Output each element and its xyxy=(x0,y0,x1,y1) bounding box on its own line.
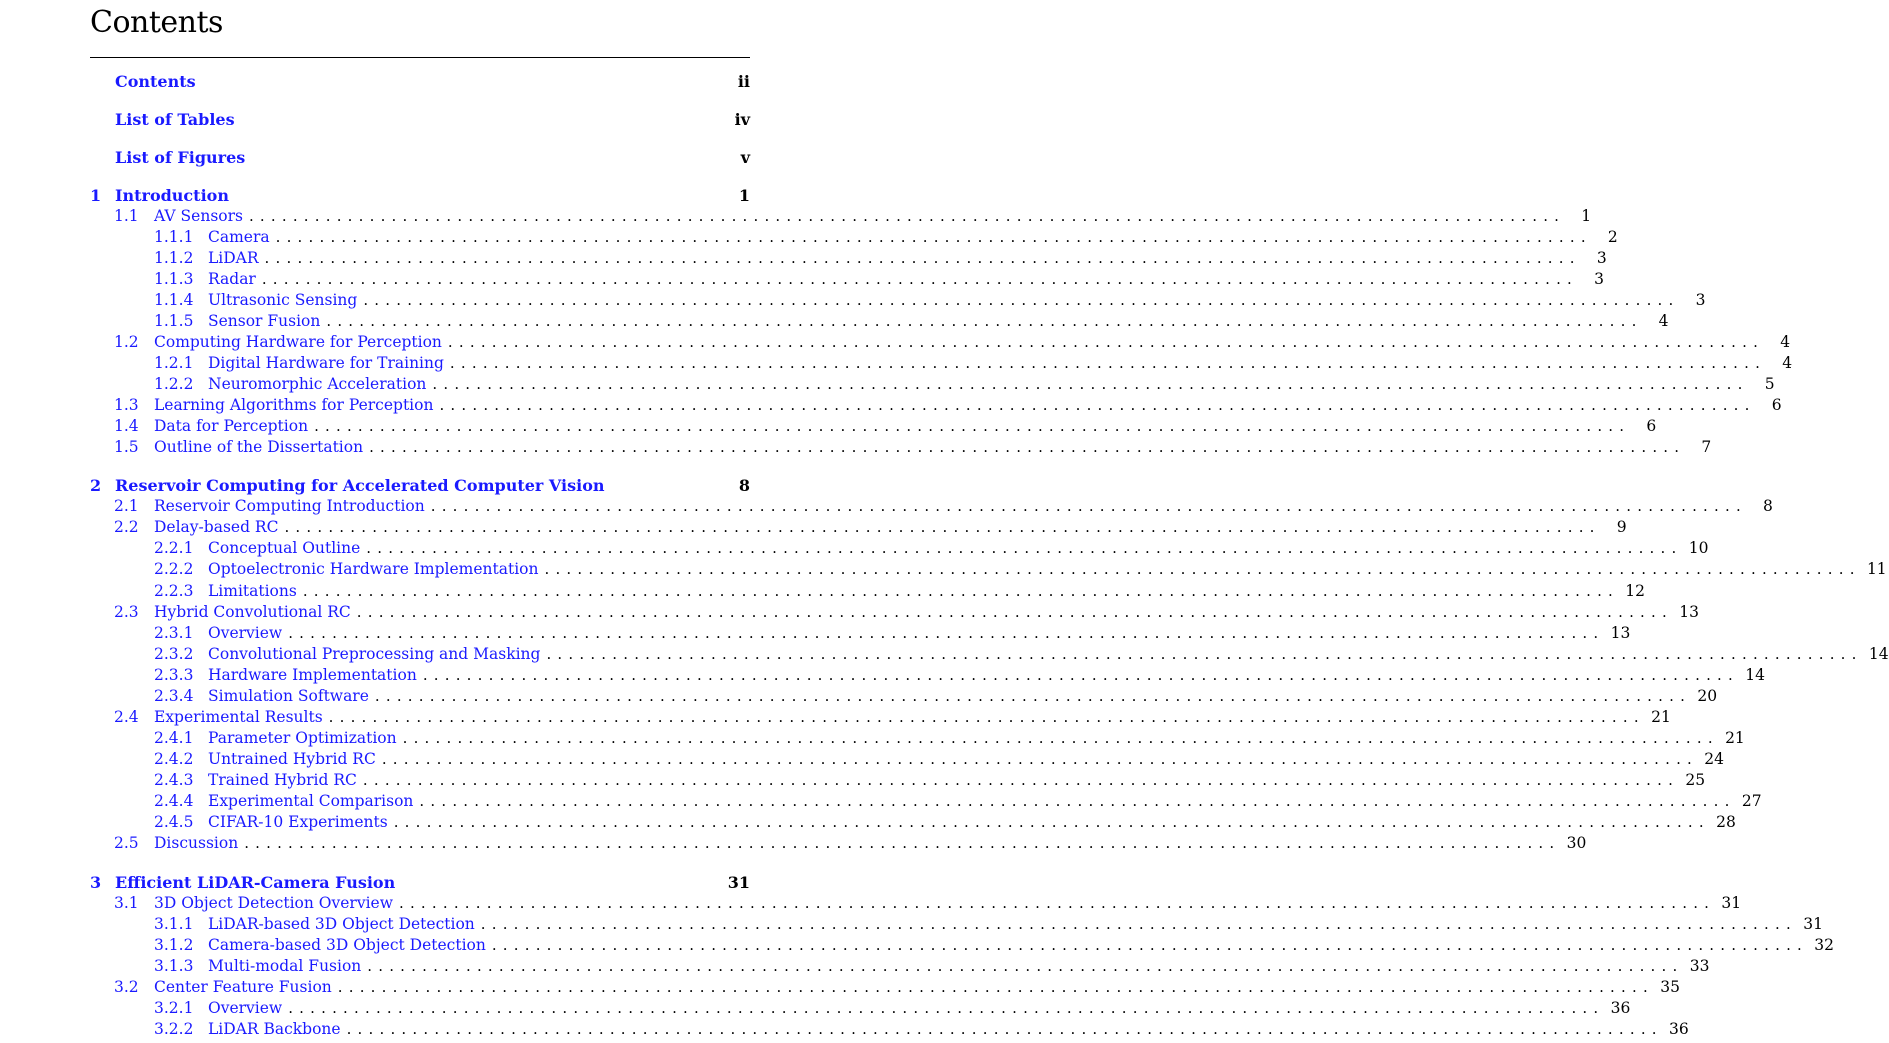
toc-entry-page: 36 xyxy=(1669,1020,1689,1038)
toc-entry-link[interactable]: Learning Algorithms for Perception xyxy=(154,396,434,414)
toc-entry[interactable] xyxy=(90,581,1646,602)
toc-entry[interactable] xyxy=(90,872,750,893)
toc-entry[interactable] xyxy=(90,791,1762,812)
toc-entry-number: 1.1.1 xyxy=(154,228,194,246)
toc-entry-page: 4 xyxy=(1780,333,1791,351)
toc-entry-page: 21 xyxy=(1651,708,1671,726)
toc-entry-page: 11 xyxy=(1866,560,1887,578)
toc-entry[interactable] xyxy=(90,602,1699,623)
toc-leader-dots: ........................................................................................................................ xyxy=(275,228,1592,246)
toc-entry-page: 21 xyxy=(1725,729,1745,747)
toc-entry-link[interactable]: Overview xyxy=(208,999,283,1017)
toc-entry-page: 4 xyxy=(1782,354,1793,372)
toc-entry-link[interactable]: Trained Hybrid RC xyxy=(208,771,357,789)
toc-entry-link[interactable]: Hybrid Convolutional RC xyxy=(154,603,351,621)
title-rule xyxy=(90,57,750,58)
toc-leader-dots: ........................................................................................................................ xyxy=(480,915,1797,933)
toc-entry[interactable] xyxy=(90,269,1605,290)
toc-entry-number: 1.1.4 xyxy=(154,291,194,309)
toc-entry-link[interactable]: LiDAR xyxy=(208,249,259,267)
toc-entry-page: 3 xyxy=(1596,249,1607,267)
toc-entry-page: 36 xyxy=(1610,999,1631,1017)
toc-entry-number: 2.4.1 xyxy=(154,729,194,747)
toc-entry[interactable] xyxy=(90,644,1889,665)
toc-leader-dots: ........................................................................................................................ xyxy=(288,624,1605,642)
toc-entry-link[interactable]: Optoelectronic Hardware Implementation xyxy=(208,560,539,578)
toc-entry[interactable] xyxy=(90,749,1725,770)
toc-leader-dots: ........................................................................................................................ xyxy=(546,645,1863,663)
toc-entry-link[interactable]: Outline of the Dissertation xyxy=(154,438,364,456)
toc-leader-dots: ........................................................................................................................ xyxy=(447,333,1765,351)
toc-leader-dots: ........................................................................................................................ xyxy=(432,375,1749,393)
toc-entry-number: 2.4.5 xyxy=(154,813,194,831)
toc-entry[interactable] xyxy=(90,185,750,206)
toc-entry[interactable] xyxy=(90,665,1765,686)
toc-entry-link[interactable]: LiDAR Backbone xyxy=(208,1020,341,1038)
toc-leader-dots: ........................................................................................................................ xyxy=(369,438,1686,456)
toc-entry[interactable] xyxy=(90,559,1887,580)
toc-entry-number: 2.4.2 xyxy=(154,750,194,768)
toc-entry-link[interactable]: Conceptual Outline xyxy=(208,539,361,557)
toc-entry-page: v xyxy=(740,148,750,167)
toc-leader-dots: ........................................................................................................................ xyxy=(430,497,1747,515)
toc-entry-page: 9 xyxy=(1616,518,1627,536)
toc-entry-link[interactable]: Sensor Fusion xyxy=(208,312,321,330)
toc-entry-link[interactable]: Reservoir Computing Introduction xyxy=(154,497,425,515)
toc-leader-dots: ........................................................................................................................ xyxy=(328,708,1645,726)
toc-entry[interactable] xyxy=(90,311,1669,332)
toc-entry-number: 2.2.3 xyxy=(154,582,194,600)
toc-entry-link[interactable]: Hardware Implementation xyxy=(208,666,417,684)
toc-entry-link[interactable]: Limitations xyxy=(208,582,297,600)
toc-entry-page: 28 xyxy=(1716,813,1736,831)
toc-entry-number: 2.4.4 xyxy=(154,792,194,810)
toc-entry-link[interactable]: Untrained Hybrid RC xyxy=(208,750,376,768)
toc-entry[interactable] xyxy=(90,833,1587,854)
toc-entry-page: 3 xyxy=(1695,291,1706,309)
toc-entry-page: 8 xyxy=(738,476,750,495)
toc-entry-link[interactable]: Efficient LiDAR-Camera Fusion xyxy=(115,873,396,892)
toc-entry-link[interactable]: Center Feature Fusion xyxy=(154,978,332,996)
toc-leader-dots: ........................................................................................................................ xyxy=(491,936,1809,954)
toc-entry-link[interactable]: Computing Hardware for Perception xyxy=(154,333,442,351)
toc-entry-number: 2.3.4 xyxy=(154,687,194,705)
toc-entry-page: 8 xyxy=(1763,497,1773,515)
toc-entry-number: 2.1 xyxy=(114,497,139,515)
toc-entry-link[interactable]: Neuromorphic Acceleration xyxy=(208,375,427,393)
toc-entry-number: 1.2 xyxy=(114,333,139,351)
toc-leader-dots: ........................................................................................................................ xyxy=(449,354,1767,372)
toc-entry-link[interactable]: Introduction xyxy=(115,186,229,205)
toc-entry[interactable] xyxy=(90,812,1736,833)
toc-entry-number: 1.4 xyxy=(114,417,139,435)
toc-entry-page: 33 xyxy=(1689,957,1710,975)
toc-entry-number: 1.3 xyxy=(114,396,139,414)
toc-entry-page: 13 xyxy=(1679,603,1699,621)
toc-entry-link[interactable]: Reservoir Computing for Accelerated Computer Vision xyxy=(115,476,605,495)
toc-leader-dots: ........................................................................................................................ xyxy=(284,518,1601,536)
toc-entry-number: 2.3.1 xyxy=(154,624,194,642)
toc-entry-link[interactable]: Multi-modal Fusion xyxy=(208,957,362,975)
toc-leader-dots: ........................................................................................................................ xyxy=(244,834,1561,852)
toc-entry-number: 3.1 xyxy=(114,894,139,912)
toc-entry-number: 1.1.3 xyxy=(154,270,194,288)
toc-entry[interactable] xyxy=(90,374,1775,395)
toc-entry-link[interactable]: Camera-based 3D Object Detection xyxy=(208,936,486,954)
toc-entry-page: 27 xyxy=(1741,792,1762,810)
toc-entry-link[interactable]: List of Figures xyxy=(115,148,246,167)
toc-entry[interactable] xyxy=(90,686,1718,707)
toc-entry-link[interactable]: Convolutional Preprocessing and Masking xyxy=(208,645,541,663)
toc-entry-link[interactable]: Simulation Software xyxy=(208,687,369,705)
toc-entry-number: 1.1.2 xyxy=(154,249,194,267)
toc-entry[interactable] xyxy=(90,770,1706,791)
toc-entry[interactable] xyxy=(90,206,1592,227)
toc-entry-number: 2.5 xyxy=(114,834,139,852)
toc-entry-page: 6 xyxy=(1646,417,1657,435)
toc-entry-page: 1 xyxy=(1581,207,1592,225)
toc-entry-link[interactable]: CIFAR-10 Experiments xyxy=(208,813,388,831)
toc-entry-link[interactable]: AV Sensors xyxy=(154,207,243,225)
toc-leader-dots: ........................................................................................................................ xyxy=(356,603,1673,621)
toc-leader-dots: ........................................................................................................................ xyxy=(366,539,1683,557)
toc-leader-dots: ........................................................................................................................ xyxy=(326,312,1643,330)
toc-entry-number: 3.2.1 xyxy=(154,999,194,1017)
toc-entry-number: 2.3.3 xyxy=(154,666,194,684)
toc-leader-dots: ........................................................................................................................ xyxy=(402,729,1719,747)
toc-entry-number: 2.2.2 xyxy=(154,560,194,578)
toc-entry-number: 1.1.5 xyxy=(154,312,194,330)
toc-entry-number: 1.2.1 xyxy=(154,354,194,372)
toc-entry[interactable] xyxy=(90,707,1671,728)
toc-entry[interactable] xyxy=(90,475,750,496)
toc-entry[interactable] xyxy=(90,71,750,92)
toc-leader-dots: ........................................................................................................................ xyxy=(367,957,1684,975)
toc-leader-dots: ........................................................................................................................ xyxy=(261,270,1579,288)
toc-entry-link[interactable]: Digital Hardware for Training xyxy=(208,354,444,372)
toc-entry-page: 30 xyxy=(1566,834,1587,852)
toc-entry[interactable] xyxy=(90,248,1607,269)
toc-entry-page: 2 xyxy=(1607,228,1618,246)
toc-entry-link[interactable]: Radar xyxy=(208,270,256,288)
toc-entry-link[interactable]: Parameter Optimization xyxy=(208,729,397,747)
toc-entry[interactable] xyxy=(90,353,1793,374)
toc-entry-page: 14 xyxy=(1745,666,1765,684)
toc-entry-page: 31 xyxy=(1803,915,1823,933)
toc-entry-page: 32 xyxy=(1814,936,1835,954)
toc-entry[interactable] xyxy=(90,935,1835,956)
toc-leader-dots: ........................................................................................................................ xyxy=(264,249,1581,267)
toc-leader-dots: ........................................................................................................................ xyxy=(337,978,1654,996)
toc-entry-number: 2.2 xyxy=(114,518,139,536)
toc-entry-link[interactable]: Data for Perception xyxy=(154,417,309,435)
toc-entry[interactable] xyxy=(90,914,1823,935)
toc-entry-link[interactable]: 3D Object Detection Overview xyxy=(154,894,393,912)
toc-entry[interactable] xyxy=(90,1019,1689,1040)
toc-entry-number: 3.2 xyxy=(114,978,139,996)
toc-entry-page: 13 xyxy=(1610,624,1631,642)
toc-leader-dots: ........................................................................................................................ xyxy=(362,771,1680,789)
toc-leader-dots: ........................................................................................................................ xyxy=(544,560,1861,578)
toc-leader-dots: ........................................................................................................................ xyxy=(288,999,1605,1017)
toc-leader-dots: ........................................................................................................................ xyxy=(248,207,1566,225)
toc-entry[interactable] xyxy=(90,227,1618,248)
toc-entry-number: 1.2.2 xyxy=(154,375,194,393)
toc-entry-link[interactable]: Camera xyxy=(208,228,270,246)
toc-leader-dots: ........................................................................................................................ xyxy=(374,687,1692,705)
toc-entry-page: 31 xyxy=(1721,894,1742,912)
toc-entry-number: 3.1.1 xyxy=(154,915,194,933)
toc-entry[interactable] xyxy=(90,956,1710,977)
toc-entry-page: 31 xyxy=(727,873,750,892)
toc-entry-link[interactable]: Ultrasonic Sensing xyxy=(208,291,358,309)
toc-entry-page: ii xyxy=(737,72,750,91)
toc-entry-number: 3 xyxy=(90,873,102,892)
toc-entry-number: 2.4.3 xyxy=(154,771,194,789)
toc-entry-link[interactable]: LiDAR-based 3D Object Detection xyxy=(208,915,475,933)
toc-entry-number: 3.1.2 xyxy=(154,936,194,954)
toc-entry-link[interactable]: Experimental Results xyxy=(154,708,323,726)
toc-leader-dots: ........................................................................................................................ xyxy=(314,417,1631,435)
toc-entry[interactable] xyxy=(90,977,1680,998)
toc-entry-number: 2.4 xyxy=(114,708,139,726)
toc-entry-page: 12 xyxy=(1625,582,1646,600)
toc-entry[interactable] xyxy=(90,623,1631,644)
toc-entry[interactable] xyxy=(90,416,1657,437)
toc-leader-dots: ........................................................................................................................ xyxy=(302,582,1620,600)
toc-entry-page: 35 xyxy=(1660,978,1680,996)
toc-entry-number: 1 xyxy=(90,186,102,205)
toc-entry-link[interactable]: Delay-based RC xyxy=(154,518,279,536)
toc-entry-link[interactable]: Discussion xyxy=(154,834,239,852)
toc-entry-page: 7 xyxy=(1701,438,1712,456)
toc-entry-page: 6 xyxy=(1771,396,1782,414)
toc-entry-number: 2 xyxy=(90,476,102,495)
toc-entry-page: 1 xyxy=(738,186,750,205)
toc-leader-dots: ........................................................................................................................ xyxy=(346,1020,1663,1038)
toc-leader-dots: ........................................................................................................................ xyxy=(381,750,1699,768)
toc-entry-page: 4 xyxy=(1658,312,1669,330)
toc-leader-dots: ........................................................................................................................ xyxy=(363,291,1680,309)
toc-leader-dots: ........................................................................................................................ xyxy=(422,666,1739,684)
toc-leader-dots: ........................................................................................................................ xyxy=(398,894,1716,912)
toc-entry-link[interactable]: List of Tables xyxy=(115,110,235,129)
toc-entry-page: 25 xyxy=(1685,771,1706,789)
toc-entry-page: 14 xyxy=(1868,645,1889,663)
toc-entry-link[interactable]: Experimental Comparison xyxy=(208,792,414,810)
toc-entry[interactable] xyxy=(90,437,1712,458)
toc-entry-page: 24 xyxy=(1704,750,1725,768)
toc-entry[interactable] xyxy=(90,538,1709,559)
toc-entry[interactable] xyxy=(90,332,1791,353)
toc-entry[interactable] xyxy=(90,109,750,130)
toc-entry-number: 2.3.2 xyxy=(154,645,194,663)
toc-entry[interactable] xyxy=(90,147,750,168)
toc-leader-dots: ........................................................................................................................ xyxy=(439,396,1756,414)
toc-entry-number: 1.1 xyxy=(114,207,139,225)
toc-entry[interactable] xyxy=(90,290,1706,311)
toc-entry-page: 5 xyxy=(1764,375,1775,393)
toc-leader-dots: ........................................................................................................................ xyxy=(393,813,1710,831)
toc-entry-link[interactable]: Contents xyxy=(115,72,196,91)
toc-entry-number: 3.2.2 xyxy=(154,1020,194,1038)
toc-entry[interactable] xyxy=(90,728,1745,749)
toc-entry-number: 2.2.1 xyxy=(154,539,194,557)
toc-leader-dots: ........................................................................................................................ xyxy=(419,792,1736,810)
toc-entry-page: 20 xyxy=(1697,687,1718,705)
toc-entry[interactable] xyxy=(90,395,1782,416)
toc-entry-link[interactable]: Overview xyxy=(208,624,283,642)
page-title: Contents xyxy=(90,5,223,40)
toc-entry-number: 2.3 xyxy=(114,603,139,621)
toc-entry[interactable] xyxy=(90,517,1627,538)
toc-entry-page: 10 xyxy=(1688,539,1709,557)
toc-entry-page: iv xyxy=(734,110,750,129)
toc-entry[interactable] xyxy=(90,998,1631,1019)
toc-entry-page: 3 xyxy=(1594,270,1605,288)
toc-entry-number: 1.5 xyxy=(114,438,139,456)
toc-entry-number: 3.1.3 xyxy=(154,957,194,975)
toc-entry[interactable] xyxy=(90,496,1773,517)
toc-entry[interactable] xyxy=(90,893,1742,914)
